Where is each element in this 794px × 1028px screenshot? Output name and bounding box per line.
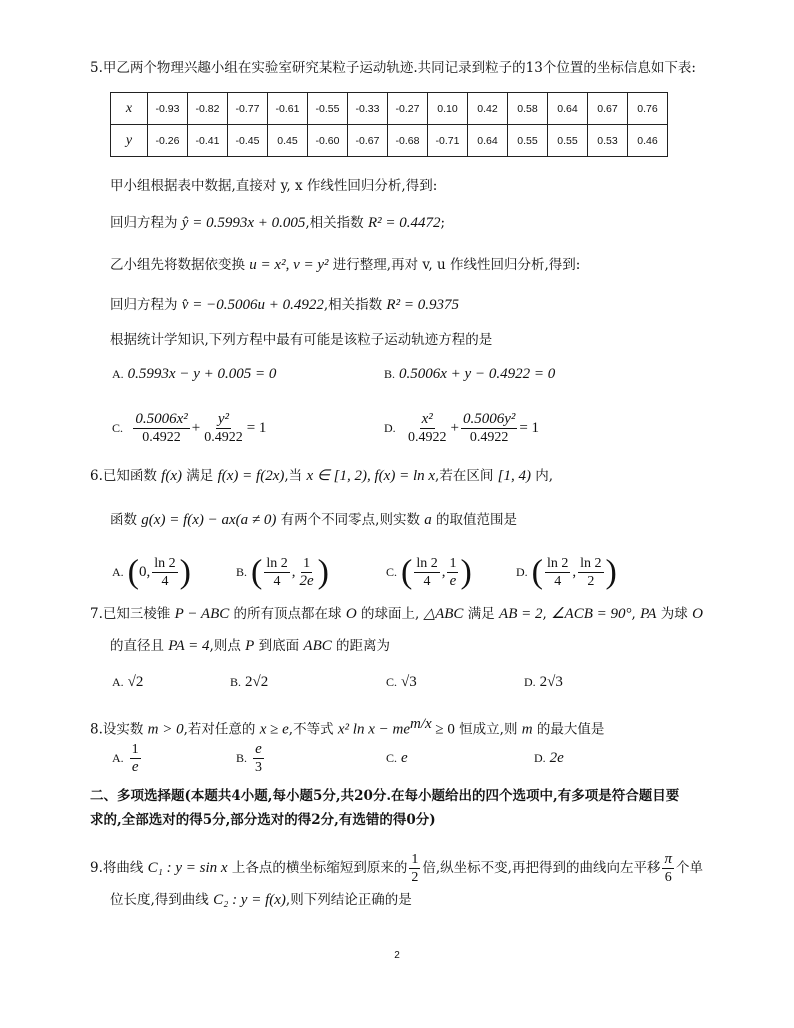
- option-label: D.: [524, 675, 536, 689]
- math: ≥ 0: [431, 721, 455, 738]
- q7-option-d[interactable]: [524, 672, 563, 692]
- table-header-y: y: [111, 125, 148, 157]
- math: x ≥ e: [259, 721, 289, 738]
- fraction: [406, 411, 449, 446]
- math: P: [245, 638, 255, 654]
- table-cell: -0.60: [308, 125, 348, 157]
- fraction: [133, 411, 189, 446]
- paren-right: ): [605, 553, 617, 591]
- math: g(x) = f(x) − ax(a ≠ 0): [141, 512, 277, 528]
- fraction: [130, 741, 141, 776]
- paren-left: (: [531, 553, 543, 591]
- text: 上各点的横坐标缩短到原来的: [227, 860, 408, 876]
- variable-transform: u = x², v = y²: [249, 257, 329, 273]
- fraction: [578, 555, 603, 590]
- denominator: 0.4922: [204, 430, 243, 445]
- fraction: [264, 555, 289, 590]
- q8-option-a[interactable]: [112, 738, 143, 778]
- table-cell: -0.68: [388, 125, 428, 157]
- option-label: A.: [112, 751, 124, 765]
- numerator: 1: [303, 556, 311, 571]
- math: ∠ACB = 90°: [551, 606, 632, 622]
- denominator: 4: [423, 574, 431, 589]
- q7-line1: [90, 604, 703, 624]
- math: C₂ : y = f(x): [213, 892, 286, 908]
- text: 的距离为: [331, 638, 391, 654]
- option-text: 2√3: [539, 674, 563, 690]
- numerator: e: [255, 741, 262, 757]
- denominator: 0.4922: [407, 430, 447, 445]
- numerator: π: [664, 851, 672, 867]
- text: 满足: [182, 468, 218, 484]
- text: 倍,纵坐标不变,再把得到的曲线向左平移: [422, 860, 661, 876]
- numerator: y²: [217, 411, 230, 427]
- table-cell: -0.55: [308, 93, 348, 125]
- paren-right: ): [179, 553, 191, 591]
- text: ,则下列结论正确的是: [285, 892, 412, 908]
- r-squared-2: R² = 0.9375: [386, 297, 459, 313]
- q5-line3: [110, 255, 580, 275]
- option-text: 2e: [549, 750, 564, 766]
- text: 满足: [463, 606, 500, 622]
- comma: ,: [572, 564, 577, 580]
- option-label: C.: [386, 565, 398, 579]
- text: 的直径且: [110, 638, 169, 654]
- table-cell: -0.27: [388, 93, 428, 125]
- option-text: e: [401, 750, 408, 766]
- q7-option-b[interactable]: [230, 672, 268, 692]
- option-text: 2√2: [245, 674, 269, 690]
- fraction: [152, 555, 177, 590]
- table-cell: 0.53: [588, 125, 628, 157]
- q5-line4: [110, 295, 459, 315]
- text: ,相关指数: [305, 215, 368, 231]
- table-cell: 0.42: [468, 93, 508, 125]
- math: PA: [640, 606, 657, 622]
- q6-option-a[interactable]: [112, 552, 191, 592]
- option-text: √3: [401, 674, 417, 690]
- plus-sign: +: [191, 420, 201, 436]
- table-cell: 0.45: [268, 125, 308, 157]
- fraction: [545, 555, 570, 590]
- math: P − ABC: [174, 606, 230, 622]
- table-cell: -0.26: [148, 125, 188, 157]
- text: ,若在区间: [435, 468, 498, 484]
- q8-option-c[interactable]: [386, 748, 408, 768]
- paren-left: (: [127, 553, 139, 591]
- numerator: 1: [411, 852, 419, 867]
- text: 回归方程为: [110, 215, 182, 231]
- fraction: [461, 411, 517, 446]
- text: 的所有顶点都在球: [229, 606, 346, 622]
- option-label: B.: [236, 751, 248, 765]
- text: 的球面上,: [356, 606, 424, 622]
- text: 函数: [110, 512, 142, 528]
- table-cell: -0.71: [428, 125, 468, 157]
- option-text: 0.5006x + y − 0.4922 = 0: [399, 366, 556, 382]
- math: x ∈ [1, 2), f(x) = ln x: [306, 468, 436, 484]
- paren-left: (: [401, 553, 413, 591]
- table-cell: -0.67: [348, 125, 388, 157]
- denominator: 0.4922: [142, 430, 181, 445]
- option-label: B.: [230, 675, 242, 689]
- numerator: ln 2: [416, 556, 438, 571]
- denominator: 3: [255, 760, 263, 775]
- text: 回归方程为: [110, 297, 182, 313]
- option-text: 0.5993x − y + 0.005 = 0: [127, 366, 277, 382]
- option-label: A.: [112, 367, 124, 381]
- q5-option-a[interactable]: [112, 364, 276, 384]
- text: 6.已知函数: [90, 468, 162, 484]
- denominator: 6: [664, 870, 672, 885]
- table-cell: -0.41: [188, 125, 228, 157]
- text: 乙小组先将数据依变换: [110, 257, 250, 273]
- table-row-y: [111, 125, 668, 157]
- coordinate-table: [110, 92, 668, 157]
- q5-option-c[interactable]: [112, 408, 266, 448]
- q5-stem: 5.甲乙两个物理兴趣小组在实验室研究某粒子运动轨迹.共同记录到粒子的13个位置的坐标信息如下表:: [90, 60, 696, 76]
- fraction: [414, 555, 439, 590]
- numerator: 1: [449, 556, 457, 571]
- table-cell: 0.55: [508, 125, 548, 157]
- numerator: ln 2: [547, 556, 569, 571]
- q5-option-b[interactable]: [384, 364, 555, 384]
- text: ,: [631, 606, 641, 622]
- numerator: 0.5006y²: [462, 411, 516, 427]
- option-label: D.: [516, 565, 528, 579]
- table-cell: -0.61: [268, 93, 308, 125]
- text: ,不等式: [288, 721, 338, 738]
- text: ;: [440, 215, 446, 231]
- option-label: C.: [386, 675, 398, 689]
- q8-option-b[interactable]: [236, 738, 266, 778]
- table-cell: 0.76: [628, 93, 668, 125]
- denominator: 4: [161, 574, 169, 589]
- table-cell: 0.67: [588, 93, 628, 125]
- text: 8.设实数: [90, 721, 148, 738]
- table-cell: -0.77: [228, 93, 268, 125]
- option-label: C.: [112, 421, 124, 435]
- paren-left: (: [251, 553, 263, 591]
- text: ,: [542, 606, 552, 622]
- option-label: A.: [112, 675, 124, 689]
- math: PA = 4: [168, 638, 210, 654]
- table-cell: -0.45: [228, 125, 268, 157]
- table-cell: 0.55: [548, 125, 588, 157]
- fraction: [662, 851, 674, 886]
- numerator: x²: [421, 411, 433, 427]
- text: 9.将曲线: [90, 860, 148, 876]
- q5-option-d[interactable]: [384, 408, 539, 448]
- math: O: [345, 606, 357, 622]
- denominator: 4: [554, 574, 562, 589]
- q6-option-c[interactable]: [386, 552, 472, 592]
- denominator: e: [449, 573, 457, 589]
- table-row-x: [111, 93, 668, 125]
- fraction: [447, 555, 458, 590]
- option-text: √2: [127, 674, 144, 690]
- text: ,相关指数: [323, 297, 387, 313]
- q8-line1: [90, 714, 604, 740]
- math: m > 0: [147, 721, 184, 738]
- text: 个单: [676, 860, 703, 876]
- text: 的最大值是: [532, 721, 605, 738]
- numerator: 1: [131, 742, 139, 757]
- fraction: [297, 555, 315, 590]
- math: O: [692, 606, 703, 622]
- math: AB = 2: [499, 606, 543, 622]
- math: f(x): [161, 468, 182, 484]
- regression-equation-1: ŷ = 0.5993x + 0.005: [181, 215, 306, 231]
- page-number: 2: [394, 950, 400, 961]
- text: 内,: [530, 468, 554, 484]
- option-label: A.: [112, 565, 124, 579]
- table-cell: -0.33: [348, 93, 388, 125]
- equation-tail: = 1: [246, 420, 267, 436]
- table-cell: 0.46: [628, 125, 668, 157]
- q7-option-a[interactable]: [112, 672, 143, 692]
- q6-option-d[interactable]: [516, 552, 617, 592]
- math: m: [521, 721, 533, 738]
- comma: ,: [441, 564, 446, 580]
- q9-line2: [110, 890, 412, 910]
- table-cell: 0.64: [548, 93, 588, 125]
- q6-line1: [90, 466, 553, 486]
- numerator: ln 2: [580, 556, 602, 571]
- numerator: ln 2: [154, 556, 176, 571]
- fraction: [253, 741, 264, 776]
- text: ,若对任意的: [183, 721, 260, 738]
- q8-option-d[interactable]: [534, 748, 564, 768]
- comma: ,: [291, 564, 296, 580]
- q9-line1: [90, 848, 703, 888]
- table-cell: 0.10: [428, 93, 468, 125]
- q6-line2: [110, 510, 517, 530]
- text: 到底面: [254, 638, 304, 654]
- table-cell: -0.93: [148, 93, 188, 125]
- math: [1, 4): [497, 468, 531, 484]
- option-label: D.: [384, 421, 396, 435]
- text: 进行整理,再对 v, u 作线性回归分析,得到:: [328, 257, 581, 273]
- exponent: m/x: [409, 716, 432, 732]
- option-label: D.: [534, 751, 546, 765]
- math: ABC: [303, 638, 332, 654]
- denominator: 4: [273, 574, 281, 589]
- math: x² ln x − me: [337, 721, 410, 738]
- q5-line2: [110, 213, 445, 233]
- option-label: B.: [384, 367, 396, 381]
- table-header-x: x: [111, 93, 148, 125]
- fraction: [202, 411, 245, 446]
- math: 0,: [139, 564, 151, 580]
- section-heading-line1: 二、多项选择题(本题共4小题,每小题5分,共20分.在每小题给出的四个选项中,有多项是符合题目要: [90, 788, 680, 804]
- fraction: [409, 851, 420, 886]
- denominator: 2: [587, 574, 595, 589]
- math: C₁ : y = sin x: [147, 860, 228, 876]
- option-label: B.: [236, 565, 248, 579]
- text: ,则点: [209, 638, 246, 654]
- math: △ABC: [423, 606, 464, 622]
- denominator: 0.4922: [469, 430, 509, 445]
- table-cell: -0.82: [188, 93, 228, 125]
- text: 恒成立,则: [454, 721, 522, 738]
- denominator: 2: [411, 870, 419, 885]
- math: a: [424, 512, 432, 528]
- section-heading-line2: 求的,全部选对的得5分,部分选对的得2分,有选错的得0分): [90, 812, 436, 828]
- math: f(x) = f(2x): [217, 468, 285, 484]
- q5-line5: 根据统计学知识,下列方程中最有可能是该粒子运动轨迹方程的是: [110, 332, 493, 348]
- text: ,当: [284, 468, 307, 484]
- q5-line1: 甲小组根据表中数据,直接对 y, x 作线性回归分析,得到:: [110, 178, 438, 194]
- regression-equation-2: v̂ = −0.5006u + 0.4922: [181, 297, 324, 313]
- q7-option-c[interactable]: [386, 672, 417, 692]
- equation-tail: = 1: [519, 420, 540, 436]
- numerator: 0.5006x²: [135, 411, 188, 427]
- q6-option-b[interactable]: [236, 552, 329, 592]
- numerator: ln 2: [266, 556, 288, 571]
- paren-right: ): [317, 553, 329, 591]
- option-label: C.: [386, 751, 398, 765]
- text: 7.已知三棱锥: [90, 606, 175, 622]
- text: 位长度,得到曲线: [110, 892, 214, 908]
- paren-right: ): [460, 553, 472, 591]
- table-cell: 0.64: [468, 125, 508, 157]
- denominator: e: [131, 759, 139, 775]
- text: 有两个不同零点,则实数: [276, 512, 425, 528]
- r-squared-1: R² = 0.4472: [367, 215, 441, 231]
- text: 的取值范围是: [431, 512, 518, 528]
- denominator: 2e: [299, 573, 314, 589]
- table-cell: 0.58: [508, 93, 548, 125]
- plus-sign: +: [450, 420, 459, 436]
- q7-line2: [110, 636, 390, 656]
- text: 为球: [656, 606, 693, 622]
